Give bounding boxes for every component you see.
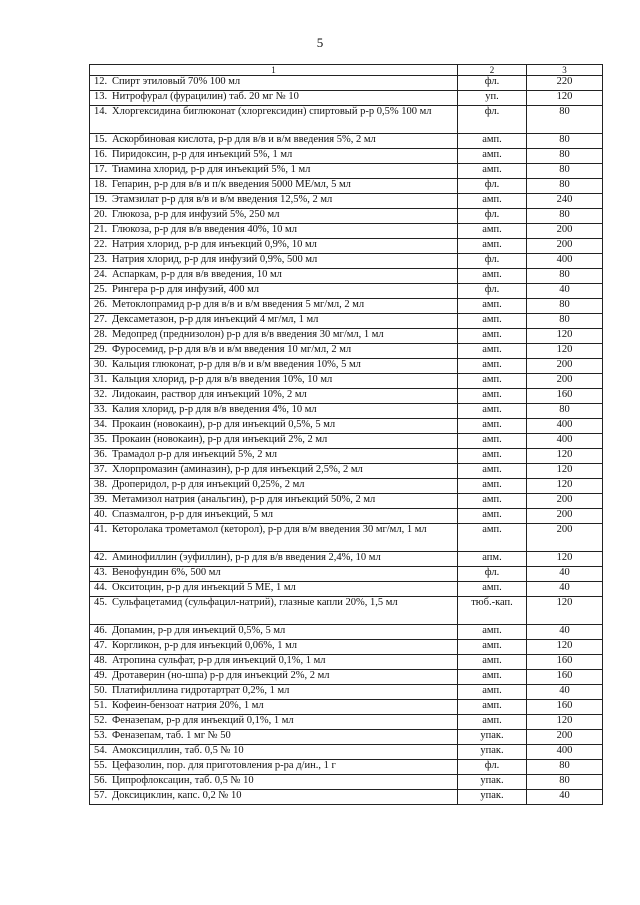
item-unit: амп. [458, 479, 527, 494]
item-quantity: 400 [527, 745, 603, 760]
item-name-cell [90, 552, 458, 567]
item-name: Феназепам, р-р для инъекций 0,1%, 1 мл [112, 715, 294, 726]
item-number: 25. [94, 284, 108, 295]
item-number: 37. [94, 464, 108, 475]
item-quantity: 80 [527, 760, 603, 775]
item-number: 48. [94, 655, 108, 666]
item-name-cell [90, 449, 458, 464]
item-quantity: 160 [527, 389, 603, 404]
item-quantity: 200 [527, 524, 603, 552]
item-number: 44. [94, 582, 108, 593]
header-col-2: 2 [458, 65, 527, 76]
item-unit: апм. [458, 552, 527, 567]
item-unit: амп. [458, 655, 527, 670]
item-unit: амп. [458, 434, 527, 449]
item-name: Аспаркам, р-р для в/в введения, 10 мл [112, 269, 282, 280]
header-col-1: 1 [90, 65, 458, 76]
item-unit: амп. [458, 524, 527, 552]
table-row [90, 374, 603, 389]
table-row [90, 760, 603, 775]
item-name: Нитрофурал (фурацилин) таб. 20 мг № 10 [112, 91, 299, 102]
item-name-cell [90, 640, 458, 655]
item-name: Ципрофлоксацин, таб. 0,5 № 10 [112, 775, 254, 786]
table-header-row [90, 65, 603, 76]
item-name-cell [90, 149, 458, 164]
item-name-cell [90, 106, 458, 134]
item-unit: амп. [458, 344, 527, 359]
item-unit: фл. [458, 760, 527, 775]
item-name: Этамзилат р-р для в/в и в/м введения 12,5%, 2 мл [112, 194, 333, 205]
item-name: Кеторолака трометамол (кеторол), р-р для в/м введения 30 мг/мл, 1 мл [112, 524, 427, 535]
table-row [90, 524, 603, 552]
item-number: 41. [94, 524, 108, 535]
item-quantity: 120 [527, 464, 603, 479]
item-name-cell [90, 164, 458, 179]
item-name: Глюкоза, р-р для в/в введения 40%, 10 мл [112, 224, 297, 235]
item-number: 40. [94, 509, 108, 520]
item-unit: амп. [458, 670, 527, 685]
item-quantity: 80 [527, 314, 603, 329]
item-unit: амп. [458, 374, 527, 389]
item-name-cell [90, 419, 458, 434]
item-quantity: 40 [527, 625, 603, 640]
item-quantity: 120 [527, 91, 603, 106]
item-quantity: 120 [527, 449, 603, 464]
item-name-cell [90, 344, 458, 359]
item-unit: фл. [458, 106, 527, 134]
item-name-cell [90, 567, 458, 582]
item-quantity: 80 [527, 299, 603, 314]
table-row [90, 640, 603, 655]
item-unit: упак. [458, 790, 527, 805]
item-quantity: 160 [527, 670, 603, 685]
item-quantity: 200 [527, 509, 603, 524]
item-quantity: 80 [527, 404, 603, 419]
item-name: Трамадол р-р для инъекций 5%, 2 мл [112, 449, 278, 460]
table-row [90, 700, 603, 715]
table-row [90, 329, 603, 344]
item-name-cell [90, 685, 458, 700]
item-unit: амп. [458, 685, 527, 700]
item-quantity: 40 [527, 582, 603, 597]
item-number: 28. [94, 329, 108, 340]
item-unit: амп. [458, 299, 527, 314]
item-name: Платифиллина гидротартрат 0,2%, 1 мл [112, 685, 290, 696]
item-name-cell [90, 194, 458, 209]
table-row [90, 209, 603, 224]
item-quantity: 80 [527, 149, 603, 164]
item-name: Коргликон, р-р для инъекций 0,06%, 1 мл [112, 640, 298, 651]
item-name: Медопред (преднизолон) р-р для в/в введения 30 мг/мл, 1 мл [112, 329, 384, 340]
table-row [90, 344, 603, 359]
item-number: 50. [94, 685, 108, 696]
item-name-cell [90, 76, 458, 91]
table-row [90, 254, 603, 269]
item-number: 16. [94, 149, 108, 160]
item-unit: фл. [458, 76, 527, 91]
item-quantity: 40 [527, 284, 603, 299]
item-name-cell [90, 224, 458, 239]
table-row [90, 299, 603, 314]
item-quantity: 80 [527, 775, 603, 790]
table-row [90, 509, 603, 524]
item-name-cell [90, 209, 458, 224]
item-unit: амп. [458, 419, 527, 434]
item-number: 47. [94, 640, 108, 651]
table-row [90, 239, 603, 254]
item-quantity: 200 [527, 730, 603, 745]
table-row [90, 567, 603, 582]
table-row [90, 314, 603, 329]
item-unit: амп. [458, 625, 527, 640]
item-unit: тюб.-кап. [458, 597, 527, 625]
item-name: Окситоцин, р-р для инъекций 5 МЕ, 1 мл [112, 582, 296, 593]
item-name-cell [90, 254, 458, 269]
item-name: Феназепам, таб. 1 мг № 50 [112, 730, 231, 741]
item-unit: фл. [458, 254, 527, 269]
item-unit: фл. [458, 567, 527, 582]
item-number: 43. [94, 567, 108, 578]
item-name-cell [90, 760, 458, 775]
table-row [90, 134, 603, 149]
item-name-cell [90, 389, 458, 404]
item-name: Сульфацетамид (сульфацил-натрий), глазные капли 20%, 1,5 мл [112, 597, 398, 608]
item-name-cell [90, 625, 458, 640]
item-name: Хлоргексидина биглюконат (хлоргексидин) спиртовый р-р 0,5% 100 мл [112, 106, 432, 117]
item-quantity: 240 [527, 194, 603, 209]
item-number: 57. [94, 790, 108, 801]
item-number: 36. [94, 449, 108, 460]
item-unit: фл. [458, 284, 527, 299]
item-number: 45. [94, 597, 108, 608]
item-number: 20. [94, 209, 108, 220]
item-number: 51. [94, 700, 108, 711]
item-name: Калия хлорид, р-р для в/в введения 4%, 10 мл [112, 404, 317, 415]
item-name: Фуросемид, р-р для в/в и в/м введения 10 мг/мл, 2 мл [112, 344, 352, 355]
item-quantity: 400 [527, 434, 603, 449]
item-unit: уп. [458, 91, 527, 106]
item-name-cell [90, 700, 458, 715]
item-name: Дроперидол, р-р для инъекций 0,25%, 2 мл [112, 479, 305, 490]
table-row [90, 164, 603, 179]
item-number: 42. [94, 552, 108, 563]
item-quantity: 120 [527, 640, 603, 655]
item-quantity: 80 [527, 209, 603, 224]
header-col-3: 3 [527, 65, 603, 76]
table-row [90, 269, 603, 284]
item-name: Кальция глюконат, р-р для в/в и в/м введения 10%, 5 мл [112, 359, 361, 370]
item-number: 24. [94, 269, 108, 280]
item-name-cell [90, 715, 458, 730]
item-number: 21. [94, 224, 108, 235]
item-name: Атропина сульфат, р-р для инъекций 0,1%, 1 мл [112, 655, 326, 666]
item-name: Натрия хлорид, р-р для инфузий 0,9%, 500 мл [112, 254, 318, 265]
item-unit: упак. [458, 730, 527, 745]
item-name: Дексаметазон, р-р для инъекций 4 мг/мл, 1 мл [112, 314, 319, 325]
table-row [90, 224, 603, 239]
item-number: 27. [94, 314, 108, 325]
item-quantity: 40 [527, 790, 603, 805]
item-name: Лидокаин, раствор для инъекций 10%, 2 мл [112, 389, 307, 400]
item-name-cell [90, 494, 458, 509]
item-quantity: 200 [527, 374, 603, 389]
medication-table [89, 64, 603, 805]
item-name: Амоксициллин, таб. 0,5 № 10 [112, 745, 244, 756]
item-number: 13. [94, 91, 108, 102]
item-name: Тиамина хлорид, р-р для инъекций 5%, 1 мл [112, 164, 311, 175]
item-unit: амп. [458, 640, 527, 655]
item-unit: амп. [458, 239, 527, 254]
item-quantity: 400 [527, 254, 603, 269]
item-number: 52. [94, 715, 108, 726]
item-number: 54. [94, 745, 108, 756]
item-quantity: 80 [527, 134, 603, 149]
item-quantity: 200 [527, 224, 603, 239]
item-name-cell [90, 509, 458, 524]
table-row [90, 730, 603, 745]
item-name-cell [90, 179, 458, 194]
item-number: 17. [94, 164, 108, 175]
item-name: Спазмалгон, р-р для инъекций, 5 мл [112, 509, 273, 520]
table-row [90, 404, 603, 419]
item-quantity: 120 [527, 597, 603, 625]
item-quantity: 120 [527, 552, 603, 567]
item-name-cell [90, 239, 458, 254]
item-unit: амп. [458, 359, 527, 374]
item-name-cell [90, 790, 458, 805]
table-row [90, 449, 603, 464]
item-unit: амп. [458, 149, 527, 164]
item-quantity: 160 [527, 700, 603, 715]
item-quantity: 40 [527, 685, 603, 700]
item-number: 53. [94, 730, 108, 741]
table-row [90, 479, 603, 494]
item-unit: амп. [458, 389, 527, 404]
item-quantity: 400 [527, 419, 603, 434]
item-number: 30. [94, 359, 108, 370]
item-name-cell [90, 374, 458, 389]
item-quantity: 200 [527, 359, 603, 374]
item-number: 56. [94, 775, 108, 786]
table-row [90, 597, 603, 625]
item-name: Кофеин-бензоат натрия 20%, 1 мл [112, 700, 264, 711]
item-name-cell [90, 314, 458, 329]
item-quantity: 120 [527, 479, 603, 494]
table-row [90, 582, 603, 597]
item-unit: амп. [458, 582, 527, 597]
item-name-cell [90, 329, 458, 344]
item-name: Метоклопрамид р-р для в/в и в/м введения 5 мг/мл, 2 мл [112, 299, 365, 310]
item-name-cell [90, 434, 458, 449]
table-row [90, 775, 603, 790]
item-unit: амп. [458, 329, 527, 344]
item-number: 15. [94, 134, 108, 145]
item-name-cell [90, 745, 458, 760]
item-unit: фл. [458, 209, 527, 224]
item-name: Пиридоксин, р-р для инъекций 5%, 1 мл [112, 149, 293, 160]
table-row [90, 389, 603, 404]
item-name-cell [90, 299, 458, 314]
item-name: Дротаверин (но-шпа) р-р для инъекций 2%, 2 мл [112, 670, 330, 681]
item-number: 38. [94, 479, 108, 490]
item-name: Рингера р-р для инфузий, 400 мл [112, 284, 260, 295]
item-number: 35. [94, 434, 108, 445]
item-unit: амп. [458, 700, 527, 715]
item-number: 34. [94, 419, 108, 430]
table-row [90, 464, 603, 479]
item-unit: амп. [458, 404, 527, 419]
item-number: 29. [94, 344, 108, 355]
table-row [90, 91, 603, 106]
item-unit: амп. [458, 194, 527, 209]
item-unit: амп. [458, 449, 527, 464]
item-unit: упак. [458, 745, 527, 760]
table-row [90, 552, 603, 567]
item-number: 26. [94, 299, 108, 310]
item-quantity: 80 [527, 164, 603, 179]
table-row [90, 494, 603, 509]
item-name-cell [90, 134, 458, 149]
item-quantity: 120 [527, 715, 603, 730]
item-name-cell [90, 464, 458, 479]
item-unit: амп. [458, 464, 527, 479]
item-number: 22. [94, 239, 108, 250]
item-name: Доксициклин, капс. 0,2 № 10 [112, 790, 242, 801]
item-name-cell [90, 582, 458, 597]
item-unit: амп. [458, 224, 527, 239]
item-quantity: 220 [527, 76, 603, 91]
item-name-cell [90, 670, 458, 685]
table-row [90, 284, 603, 299]
table-row [90, 419, 603, 434]
item-unit: амп. [458, 134, 527, 149]
item-name: Аминофиллин (эуфиллин), р-р для в/в введения 2,4%, 10 мл [112, 552, 381, 563]
item-quantity: 200 [527, 239, 603, 254]
table-row [90, 625, 603, 640]
item-number: 49. [94, 670, 108, 681]
item-quantity: 120 [527, 344, 603, 359]
item-unit: амп. [458, 509, 527, 524]
table-row [90, 670, 603, 685]
table-row [90, 434, 603, 449]
table-row [90, 76, 603, 91]
item-name-cell [90, 655, 458, 670]
item-number: 33. [94, 404, 108, 415]
item-unit: амп. [458, 269, 527, 284]
table-row [90, 149, 603, 164]
item-quantity: 80 [527, 106, 603, 134]
table-row [90, 359, 603, 374]
item-name: Натрия хлорид, р-р для инъекций 0,9%, 10 мл [112, 239, 317, 250]
item-unit: амп. [458, 314, 527, 329]
item-quantity: 160 [527, 655, 603, 670]
item-number: 55. [94, 760, 108, 771]
table-row [90, 655, 603, 670]
item-unit: амп. [458, 164, 527, 179]
table-row [90, 179, 603, 194]
item-unit: упак. [458, 775, 527, 790]
item-number: 46. [94, 625, 108, 636]
item-name-cell [90, 269, 458, 284]
item-quantity: 200 [527, 494, 603, 509]
item-name: Прокаин (новокаин), р-р для инъекций 2%, 2 мл [112, 434, 328, 445]
item-name: Метамизол натрия (анальгин), р-р для инъекций 50%, 2 мл [112, 494, 376, 505]
item-name: Хлорпромазин (аминазин), р-р для инъекций 2,5%, 2 мл [112, 464, 363, 475]
item-name-cell [90, 597, 458, 625]
item-name: Цефазолин, пор. для приготовления р-ра д/ин., 1 г [112, 760, 336, 771]
item-name-cell [90, 91, 458, 106]
item-name: Глюкоза, р-р для инфузий 5%, 250 мл [112, 209, 280, 220]
item-number: 19. [94, 194, 108, 205]
item-number: 23. [94, 254, 108, 265]
item-name: Аскорбиновая кислота, р-р для в/в и в/м введения 5%, 2 мл [112, 134, 376, 145]
item-number: 32. [94, 389, 108, 400]
table-row [90, 194, 603, 209]
item-name: Прокаин (новокаин), р-р для инъекций 0,5%, 5 мл [112, 419, 336, 430]
item-quantity: 120 [527, 329, 603, 344]
item-name: Гепарин, р-р для в/в и п/к введения 5000 МЕ/мл, 5 мл [112, 179, 351, 190]
item-name-cell [90, 730, 458, 745]
table-row [90, 745, 603, 760]
page-number: 5 [316, 35, 324, 50]
item-name-cell [90, 404, 458, 419]
item-name-cell [90, 479, 458, 494]
item-number: 14. [94, 106, 108, 117]
item-unit: амп. [458, 715, 527, 730]
item-name-cell [90, 284, 458, 299]
item-quantity: 80 [527, 179, 603, 194]
item-name-cell [90, 359, 458, 374]
item-unit: амп. [458, 494, 527, 509]
item-number: 39. [94, 494, 108, 505]
item-number: 12. [94, 76, 108, 87]
item-name: Спирт этиловый 70% 100 мл [112, 76, 241, 87]
item-unit: фл. [458, 179, 527, 194]
table-row [90, 106, 603, 134]
item-quantity: 80 [527, 269, 603, 284]
item-quantity: 40 [527, 567, 603, 582]
item-number: 18. [94, 179, 108, 190]
item-name: Кальция хлорид, р-р для в/в введения 10%, 10 мл [112, 374, 333, 385]
table-row [90, 715, 603, 730]
item-name-cell [90, 524, 458, 552]
item-name-cell [90, 775, 458, 790]
table-row [90, 790, 603, 805]
item-name: Допамин, р-р для инъекций 0,5%, 5 мл [112, 625, 286, 636]
item-number: 31. [94, 374, 108, 385]
item-name: Венофундин 6%, 500 мл [112, 567, 221, 578]
table-row [90, 685, 603, 700]
